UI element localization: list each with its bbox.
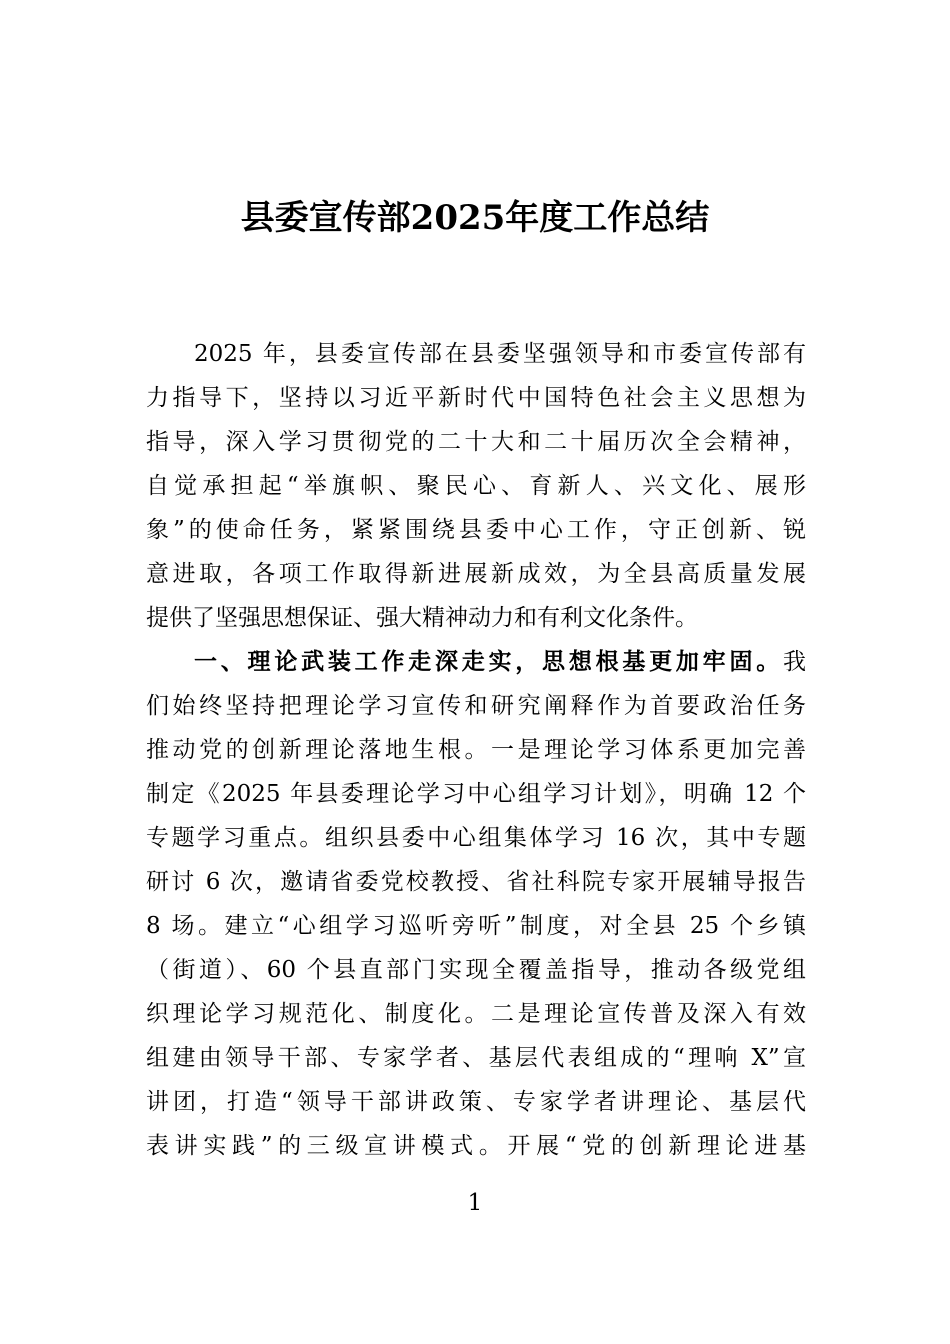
intro-paragraph <box>146 332 806 640</box>
section-heading-continuation: 我 <box>783 649 806 675</box>
text-line: 2025 年，县委宣传部在县委坚强领导和市委宣传部有 <box>194 341 806 367</box>
text-line: 表讲实践”的三级宣讲模式。开展“党的创新理论进基 <box>146 1133 806 1159</box>
text-line: （街道）、60 个县直部门实现全覆盖指导，推动各级党组 <box>146 957 806 983</box>
text-line: 意进取，各项工作取得新进展新成效，为全县高质量发展 <box>146 561 806 587</box>
text-line: 象”的使命任务，紧紧围绕县委中心工作，守正创新、锐 <box>146 517 806 543</box>
text-line: 研讨 6 次，邀请省委党校教授、省社科院专家开展辅导报告 <box>146 869 806 895</box>
text-line: 讲团，打造“领导干部讲政策、专家学者讲理论、基层代 <box>146 1089 806 1115</box>
section-heading: 一、理论武装工作走深走实，思想根基更加牢固。 <box>194 648 783 675</box>
text-line: 专题学习重点。组织县委中心组集体学习 16 次，其中专题 <box>146 825 806 851</box>
text-line: 力指导下，坚持以习近平新时代中国特色社会主义思想为 <box>146 385 806 411</box>
text-line: 推动党的创新理论落地生根。一是理论学习体系更加完善 <box>146 737 806 763</box>
text-line: 织理论学习规范化、制度化。二是理论宣传普及深入有效 <box>146 1001 806 1027</box>
document-title: 县委宣传部2025年度工作总结 <box>240 198 710 238</box>
text-line: 组建由领导干部、专家学者、基层代表组成的“理响 X”宣 <box>146 1045 806 1071</box>
text-line: 8 场。建立“心组学习巡听旁听”制度，对全县 25 个乡镇 <box>146 913 806 939</box>
section-heading-line <box>146 640 806 684</box>
page-number: 1 <box>467 1190 483 1216</box>
section-one-paragraph <box>146 640 806 1168</box>
text-line: 自觉承担起“举旗帜、聚民心、育新人、兴文化、展形 <box>146 473 806 499</box>
document-body <box>146 332 806 1168</box>
text-line: 们始终坚持把理论学习宣传和研究阐释作为首要政治任务 <box>146 693 806 719</box>
text-line: 提供了坚强思想保证、强大精神动力和有利文化条件。 <box>146 605 698 631</box>
text-line: 指导，深入学习贯彻党的二十大和二十届历次全会精神， <box>146 429 806 455</box>
text-line: 制定《2025 年县委理论学习中心组学习计划》，明确 12 个 <box>146 781 806 807</box>
